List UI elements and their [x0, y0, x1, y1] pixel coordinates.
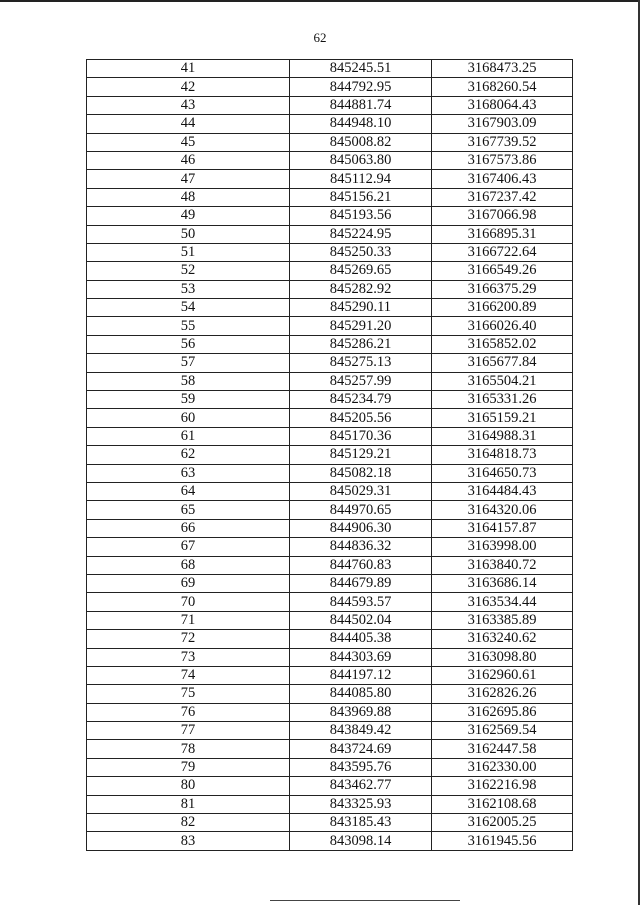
- x-coordinate-cell: 845029.31: [290, 482, 432, 500]
- x-coordinate-cell: 845257.99: [290, 372, 432, 390]
- table-row: [87, 832, 573, 850]
- y-coordinate-cell: 3162569.54: [432, 722, 573, 740]
- point-number-cell: 44: [87, 115, 290, 133]
- y-coordinate-cell: 3167237.42: [432, 188, 573, 206]
- y-coordinate-cell: 3164650.73: [432, 464, 573, 482]
- y-coordinate-cell: 3167903.09: [432, 115, 573, 133]
- y-coordinate-cell: 3166026.40: [432, 317, 573, 335]
- coordinates-table-body: [87, 60, 573, 851]
- x-coordinate-cell: 845286.21: [290, 335, 432, 353]
- x-coordinate-cell: 843325.93: [290, 795, 432, 813]
- point-number-cell: 78: [87, 740, 290, 758]
- page-top-edge: [0, 0, 640, 2]
- table-row: [87, 133, 573, 151]
- point-number-cell: 54: [87, 299, 290, 317]
- point-number-cell: 64: [87, 482, 290, 500]
- y-coordinate-cell: 3163686.14: [432, 574, 573, 592]
- x-coordinate-cell: 845291.20: [290, 317, 432, 335]
- table-row: [87, 262, 573, 280]
- table-row: [87, 501, 573, 519]
- table-row: [87, 630, 573, 648]
- table-row: [87, 299, 573, 317]
- table-row: [87, 372, 573, 390]
- x-coordinate-cell: 844792.95: [290, 78, 432, 96]
- y-coordinate-cell: 3163385.89: [432, 611, 573, 629]
- y-coordinate-cell: 3166895.31: [432, 225, 573, 243]
- y-coordinate-cell: 3166549.26: [432, 262, 573, 280]
- x-coordinate-cell: 844679.89: [290, 574, 432, 592]
- table-row: [87, 391, 573, 409]
- table-row: [87, 335, 573, 353]
- y-coordinate-cell: 3167739.52: [432, 133, 573, 151]
- point-number-cell: 71: [87, 611, 290, 629]
- x-coordinate-cell: 845156.21: [290, 188, 432, 206]
- x-coordinate-cell: 844906.30: [290, 519, 432, 537]
- table-row: [87, 795, 573, 813]
- table-row: [87, 280, 573, 298]
- point-number-cell: 68: [87, 556, 290, 574]
- table-row: [87, 814, 573, 832]
- x-coordinate-cell: 844881.74: [290, 96, 432, 114]
- coordinates-table: [86, 59, 573, 851]
- x-coordinate-cell: 844836.32: [290, 538, 432, 556]
- table-row: [87, 482, 573, 500]
- y-coordinate-cell: 3167573.86: [432, 151, 573, 169]
- y-coordinate-cell: 3166375.29: [432, 280, 573, 298]
- x-coordinate-cell: 845112.94: [290, 170, 432, 188]
- point-number-cell: 48: [87, 188, 290, 206]
- y-coordinate-cell: 3165331.26: [432, 391, 573, 409]
- y-coordinate-cell: 3162695.86: [432, 703, 573, 721]
- table-row: [87, 354, 573, 372]
- point-number-cell: 51: [87, 243, 290, 261]
- x-coordinate-cell: 845234.79: [290, 391, 432, 409]
- point-number-cell: 63: [87, 464, 290, 482]
- y-coordinate-cell: 3166722.64: [432, 243, 573, 261]
- y-coordinate-cell: 3162826.26: [432, 685, 573, 703]
- x-coordinate-cell: 844502.04: [290, 611, 432, 629]
- x-coordinate-cell: 845193.56: [290, 207, 432, 225]
- table-row: [87, 427, 573, 445]
- point-number-cell: 46: [87, 151, 290, 169]
- x-coordinate-cell: 845290.11: [290, 299, 432, 317]
- x-coordinate-cell: 844085.80: [290, 685, 432, 703]
- point-number-cell: 45: [87, 133, 290, 151]
- y-coordinate-cell: 3163534.44: [432, 593, 573, 611]
- page-bottom-line: [270, 900, 460, 901]
- point-number-cell: 79: [87, 758, 290, 776]
- table-row: [87, 170, 573, 188]
- x-coordinate-cell: 845282.92: [290, 280, 432, 298]
- point-number-cell: 57: [87, 354, 290, 372]
- y-coordinate-cell: 3164818.73: [432, 446, 573, 464]
- y-coordinate-cell: 3164157.87: [432, 519, 573, 537]
- y-coordinate-cell: 3164988.31: [432, 427, 573, 445]
- x-coordinate-cell: 844197.12: [290, 666, 432, 684]
- table-row: [87, 188, 573, 206]
- y-coordinate-cell: 3165852.02: [432, 335, 573, 353]
- y-coordinate-cell: 3167066.98: [432, 207, 573, 225]
- table-row: [87, 593, 573, 611]
- y-coordinate-cell: 3166200.89: [432, 299, 573, 317]
- x-coordinate-cell: 844948.10: [290, 115, 432, 133]
- x-coordinate-cell: 843724.69: [290, 740, 432, 758]
- y-coordinate-cell: 3162960.61: [432, 666, 573, 684]
- y-coordinate-cell: 3162108.68: [432, 795, 573, 813]
- point-number-cell: 47: [87, 170, 290, 188]
- point-number-cell: 61: [87, 427, 290, 445]
- table-row: [87, 446, 573, 464]
- y-coordinate-cell: 3163240.62: [432, 630, 573, 648]
- point-number-cell: 73: [87, 648, 290, 666]
- x-coordinate-cell: 843969.88: [290, 703, 432, 721]
- x-coordinate-cell: 845008.82: [290, 133, 432, 151]
- x-coordinate-cell: 845250.33: [290, 243, 432, 261]
- point-number-cell: 43: [87, 96, 290, 114]
- point-number-cell: 72: [87, 630, 290, 648]
- point-number-cell: 58: [87, 372, 290, 390]
- x-coordinate-cell: 845245.51: [290, 60, 432, 78]
- x-coordinate-cell: 843185.43: [290, 814, 432, 832]
- y-coordinate-cell: 3165677.84: [432, 354, 573, 372]
- table-row: [87, 151, 573, 169]
- y-coordinate-cell: 3168260.54: [432, 78, 573, 96]
- x-coordinate-cell: 843849.42: [290, 722, 432, 740]
- point-number-cell: 70: [87, 593, 290, 611]
- x-coordinate-cell: 844760.83: [290, 556, 432, 574]
- table-row: [87, 648, 573, 666]
- table-row: [87, 740, 573, 758]
- y-coordinate-cell: 3163840.72: [432, 556, 573, 574]
- point-number-cell: 67: [87, 538, 290, 556]
- point-number-cell: 83: [87, 832, 290, 850]
- point-number-cell: 62: [87, 446, 290, 464]
- point-number-cell: 76: [87, 703, 290, 721]
- y-coordinate-cell: 3168473.25: [432, 60, 573, 78]
- point-number-cell: 53: [87, 280, 290, 298]
- point-number-cell: 75: [87, 685, 290, 703]
- x-coordinate-cell: 845082.18: [290, 464, 432, 482]
- table-row: [87, 611, 573, 629]
- x-coordinate-cell: 845275.13: [290, 354, 432, 372]
- page-number: 62: [313, 30, 327, 45]
- table-row: [87, 685, 573, 703]
- table-row: [87, 722, 573, 740]
- x-coordinate-cell: 845063.80: [290, 151, 432, 169]
- point-number-cell: 69: [87, 574, 290, 592]
- y-coordinate-cell: 3163998.00: [432, 538, 573, 556]
- point-number-cell: 41: [87, 60, 290, 78]
- x-coordinate-cell: 844303.69: [290, 648, 432, 666]
- y-coordinate-cell: 3161945.56: [432, 832, 573, 850]
- table-row: [87, 243, 573, 261]
- table-row: [87, 78, 573, 96]
- point-number-cell: 49: [87, 207, 290, 225]
- y-coordinate-cell: 3164320.06: [432, 501, 573, 519]
- x-coordinate-cell: 843462.77: [290, 777, 432, 795]
- x-coordinate-cell: 844970.65: [290, 501, 432, 519]
- table-row: [87, 96, 573, 114]
- y-coordinate-cell: 3168064.43: [432, 96, 573, 114]
- table-row: [87, 556, 573, 574]
- x-coordinate-cell: 844593.57: [290, 593, 432, 611]
- y-coordinate-cell: 3162330.00: [432, 758, 573, 776]
- table-row: [87, 409, 573, 427]
- x-coordinate-cell: 843098.14: [290, 832, 432, 850]
- point-number-cell: 59: [87, 391, 290, 409]
- y-coordinate-cell: 3167406.43: [432, 170, 573, 188]
- table-row: [87, 60, 573, 78]
- table-row: [87, 703, 573, 721]
- point-number-cell: 60: [87, 409, 290, 427]
- point-number-cell: 82: [87, 814, 290, 832]
- x-coordinate-cell: 845129.21: [290, 446, 432, 464]
- table-row: [87, 538, 573, 556]
- x-coordinate-cell: 845205.56: [290, 409, 432, 427]
- y-coordinate-cell: 3164484.43: [432, 482, 573, 500]
- x-coordinate-cell: 845170.36: [290, 427, 432, 445]
- point-number-cell: 50: [87, 225, 290, 243]
- x-coordinate-cell: 845269.65: [290, 262, 432, 280]
- table-row: [87, 758, 573, 776]
- point-number-cell: 42: [87, 78, 290, 96]
- x-coordinate-cell: 843595.76: [290, 758, 432, 776]
- point-number-cell: 74: [87, 666, 290, 684]
- table-row: [87, 317, 573, 335]
- table-row: [87, 574, 573, 592]
- point-number-cell: 52: [87, 262, 290, 280]
- x-coordinate-cell: 845224.95: [290, 225, 432, 243]
- y-coordinate-cell: 3165504.21: [432, 372, 573, 390]
- point-number-cell: 55: [87, 317, 290, 335]
- table-row: [87, 207, 573, 225]
- table-row: [87, 666, 573, 684]
- table-row: [87, 519, 573, 537]
- point-number-cell: 81: [87, 795, 290, 813]
- point-number-cell: 80: [87, 777, 290, 795]
- table-row: [87, 225, 573, 243]
- y-coordinate-cell: 3162216.98: [432, 777, 573, 795]
- x-coordinate-cell: 844405.38: [290, 630, 432, 648]
- point-number-cell: 65: [87, 501, 290, 519]
- point-number-cell: 66: [87, 519, 290, 537]
- point-number-cell: 77: [87, 722, 290, 740]
- table-row: [87, 777, 573, 795]
- table-row: [87, 464, 573, 482]
- point-number-cell: 56: [87, 335, 290, 353]
- y-coordinate-cell: 3162005.25: [432, 814, 573, 832]
- y-coordinate-cell: 3165159.21: [432, 409, 573, 427]
- y-coordinate-cell: 3162447.58: [432, 740, 573, 758]
- y-coordinate-cell: 3163098.80: [432, 648, 573, 666]
- table-row: [87, 115, 573, 133]
